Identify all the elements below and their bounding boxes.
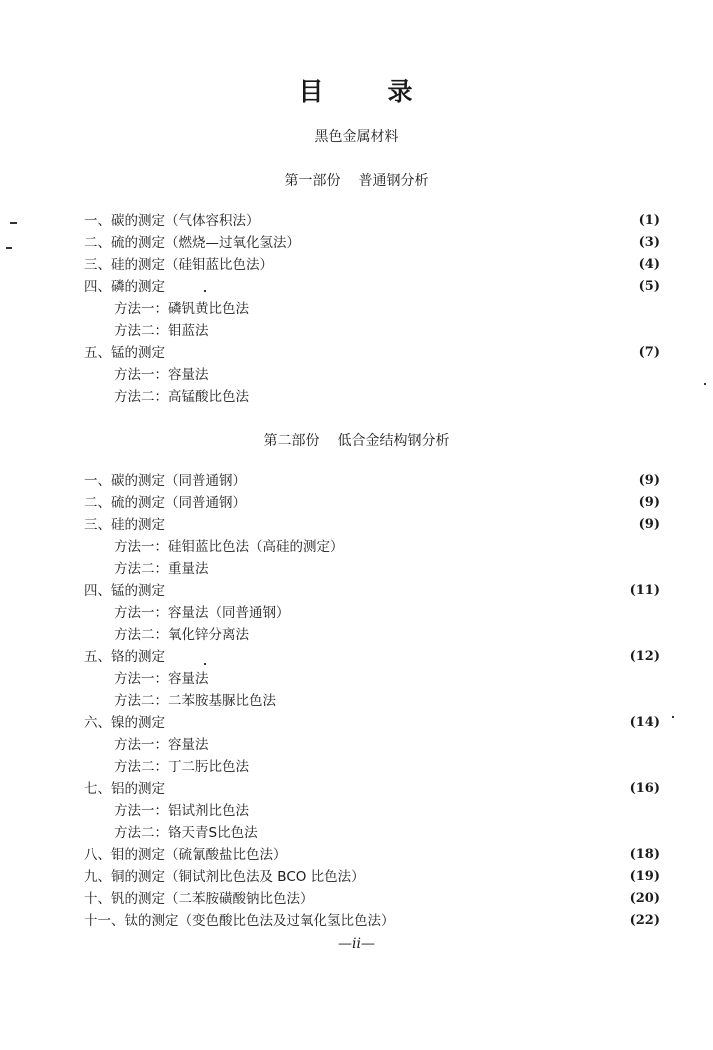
toc-entry-label: 三、硅的测定（硅钼蓝比色法） bbox=[84, 257, 273, 273]
toc-entry-label: 方法二：重量法 bbox=[114, 561, 209, 577]
subtitle: 黑色金属材料 bbox=[314, 129, 399, 145]
toc-entry-label: 五、铬的测定 bbox=[84, 649, 165, 665]
part1-heading-number: 第一部份 bbox=[284, 173, 341, 189]
toc-entry-label: 九、铜的测定（铜试剂比色法及 BCO 比色法） bbox=[84, 869, 365, 885]
toc-entry bbox=[84, 888, 660, 910]
toc-entry-label: 三、硅的测定 bbox=[84, 517, 165, 533]
toc-entry-page: (19) bbox=[629, 869, 660, 884]
scan-speck bbox=[6, 247, 12, 249]
toc-entry-label: 方法一：磷钒黄比色法 bbox=[114, 301, 249, 317]
toc-entry bbox=[84, 386, 660, 408]
toc-entry bbox=[84, 602, 660, 624]
toc-entry-label: 方法二：高锰酸比色法 bbox=[114, 389, 249, 405]
toc-entry-page: (9) bbox=[638, 473, 660, 488]
toc-entry-label: 十一、钛的测定（变色酸比色法及过氧化氢比色法） bbox=[84, 913, 395, 929]
part1-toc-list bbox=[84, 210, 660, 408]
toc-entry bbox=[84, 690, 660, 712]
title-char-1: 目 bbox=[298, 77, 326, 106]
toc-entry-page: (22) bbox=[629, 913, 660, 928]
toc-entry bbox=[84, 514, 660, 536]
toc-entry-page: (9) bbox=[638, 517, 660, 532]
toc-entry bbox=[84, 536, 660, 558]
toc-entry bbox=[84, 320, 660, 342]
toc-entry-page: (12) bbox=[629, 649, 660, 664]
toc-entry bbox=[84, 364, 660, 386]
toc-entry-page: (1) bbox=[638, 213, 660, 228]
part2-toc-list bbox=[84, 470, 660, 932]
toc-entry-label: 方法一：容量法 bbox=[114, 671, 209, 687]
scan-speck bbox=[204, 290, 206, 292]
scan-speck bbox=[10, 222, 17, 224]
toc-entry-label: 十、钒的测定（二苯胺磺酸钠比色法） bbox=[84, 891, 314, 907]
toc-entry bbox=[84, 668, 660, 690]
toc-entry bbox=[84, 580, 660, 602]
toc-entry bbox=[84, 646, 660, 668]
toc-entry bbox=[84, 558, 660, 580]
toc-entry bbox=[84, 712, 660, 734]
toc-entry-page: (14) bbox=[629, 715, 660, 730]
toc-entry-label: 方法一：硅钼蓝比色法（高硅的测定） bbox=[114, 539, 344, 555]
toc-entry-label: 四、磷的测定 bbox=[84, 279, 165, 295]
toc-entry bbox=[84, 492, 660, 514]
toc-entry bbox=[84, 232, 660, 254]
toc-entry bbox=[84, 734, 660, 756]
toc-entry-page: (16) bbox=[629, 781, 660, 796]
page-title bbox=[0, 72, 713, 108]
toc-entry bbox=[84, 470, 660, 492]
part1-heading-title: 普通钢分析 bbox=[358, 173, 429, 189]
toc-entry-label: 方法二：氧化锌分离法 bbox=[114, 627, 249, 643]
toc-entry-label: 方法一：容量法（同普通钢） bbox=[114, 605, 290, 621]
toc-entry-page: (5) bbox=[638, 279, 660, 294]
page-footer: —ii— bbox=[338, 936, 375, 952]
toc-entry-label: 一、碳的测定（同普通钢） bbox=[84, 473, 246, 489]
toc-entry-label: 方法一：容量法 bbox=[114, 737, 209, 753]
toc-entry bbox=[84, 276, 660, 298]
toc-entry-label: 七、铝的测定 bbox=[84, 781, 165, 797]
toc-entry-page: (4) bbox=[638, 257, 660, 272]
toc-entry-label: 六、镍的测定 bbox=[84, 715, 165, 731]
part2-heading bbox=[0, 430, 713, 450]
toc-entry-page: (11) bbox=[629, 583, 660, 598]
toc-entry bbox=[84, 342, 660, 364]
toc-entry-label: 二、硫的测定（同普通钢） bbox=[84, 495, 246, 511]
toc-entry-label: 一、碳的测定（气体容积法） bbox=[84, 213, 260, 229]
toc-entry bbox=[84, 624, 660, 646]
part1-heading bbox=[0, 170, 713, 190]
toc-entry-page: (18) bbox=[629, 847, 660, 862]
toc-entry-label: 八、钼的测定（硫氰酸盐比色法） bbox=[84, 847, 287, 863]
toc-entry-label: 方法二：二苯胺基脲比色法 bbox=[114, 693, 276, 709]
toc-entry-label: 二、硫的测定（燃烧—过氧化氢法） bbox=[84, 235, 300, 251]
toc-entry-label: 方法一：容量法 bbox=[114, 367, 209, 383]
toc-entry bbox=[84, 844, 660, 866]
toc-entry bbox=[84, 254, 660, 276]
toc-entry bbox=[84, 800, 660, 822]
part2-heading-number: 第二部份 bbox=[263, 433, 320, 449]
toc-entry-label: 方法二：钼蓝法 bbox=[114, 323, 209, 339]
toc-entry bbox=[84, 210, 660, 232]
toc-entry bbox=[84, 778, 660, 800]
toc-entry-page: (3) bbox=[638, 235, 660, 250]
title-char-2: 录 bbox=[387, 77, 415, 106]
scan-speck bbox=[204, 663, 206, 665]
toc-entry-label: 方法二：丁二肟比色法 bbox=[114, 759, 249, 775]
toc-entry bbox=[84, 822, 660, 844]
toc-entry-label: 方法二：铬天青S比色法 bbox=[114, 825, 258, 841]
toc-entry bbox=[84, 756, 660, 778]
toc-entry-page: (9) bbox=[638, 495, 660, 510]
scan-speck bbox=[704, 383, 706, 385]
toc-entry-label: 方法一：铝试剂比色法 bbox=[114, 803, 249, 819]
toc-entry bbox=[84, 866, 660, 888]
toc-entry-page: (7) bbox=[638, 345, 660, 360]
toc-entry-page: (20) bbox=[629, 891, 660, 906]
toc-entry-label: 五、锰的测定 bbox=[84, 345, 165, 361]
part2-heading-title: 低合金结构钢分析 bbox=[337, 433, 450, 449]
toc-entry bbox=[84, 910, 660, 932]
toc-entry bbox=[84, 298, 660, 320]
toc-entry-label: 四、锰的测定 bbox=[84, 583, 165, 599]
scan-speck bbox=[672, 716, 674, 718]
